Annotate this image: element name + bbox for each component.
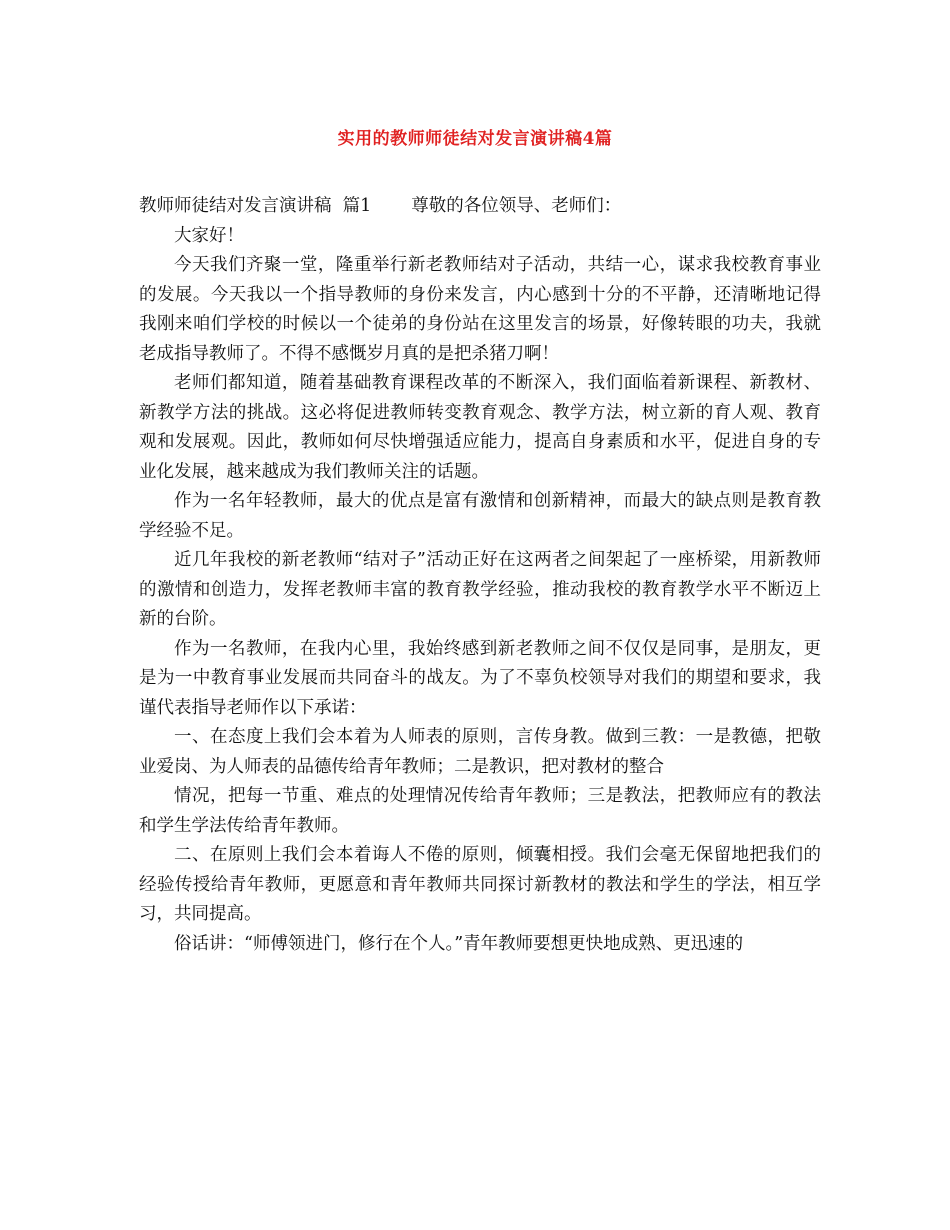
paragraph: 作为一名教师，在我内心里，我始终感到新老教师之间不仅仅是同事，是朋友，更是为一中教育事业发展而共同奋斗的战友。为了不辜负校领导对我们的期望和要求，我谨代表指导老师作以下承诺： (139, 638, 821, 718)
paragraph: 一、在态度上我们会本着为人师表的原则，言传身教。做到三教：一是教德，把敬业爱岗、为人师表的品德传给青年教师；二是教识，把对教材的整合 (139, 727, 821, 777)
paragraph: 二、在原则上我们会本着诲人不倦的原则，倾囊相授。我们会毫无保留地把我们的经验传授给青年教师，更愿意和青年教师共同探讨新教材的教法和学生的学法，相互学习，共同提高。 (139, 845, 821, 924)
paragraph: 老师们都知道，随着基础教育课程改革的不断深入，我们面临着新课程、新教材、新教学方法的挑战。这必将促进教师转变教育观念、教学方法，树立新的育人观、教育观和发展观。因此，教师如何尽快增强适应能力，提高自身素质和水平，促进自身的专业化发展，越来越成为我们教师关注的话题。 (139, 373, 821, 482)
paragraph: 情况，把每一节重、难点的处理情况传给青年教师；三是教法，把教师应有的教法和学生学法传给青年教师。 (139, 786, 821, 836)
document-body (139, 192, 821, 959)
paragraph: 近几年我校的新老教师“结对子”活动正好在这两者之间架起了一座桥梁，用新教师的激情和创造力，发挥老教师丰富的教育教学经验，推动我校的教育教学水平不断迈上新的台阶。 (139, 550, 821, 629)
salutation: 尊敬的各位领导、老师们： (411, 196, 622, 216)
paragraph: 作为一名年轻教师，最大的优点是富有激情和创新精神，而最大的缺点则是教育教学经验不足。 (139, 491, 821, 541)
section-label: 教师师徒结对发言演讲稿 篇1 (139, 196, 372, 216)
intro-line (139, 192, 821, 222)
paragraph: 俗话讲：“师傅领进门，修行在个人。”青年教师要想更快地成熟、更迅速的 (174, 933, 744, 954)
paragraph: 今天我们齐聚一堂，隆重举行新老教师结对子活动，共结一心，谋求我校教育事业的发展。今天我以一个指导教师的身份来发言，内心感到十分的不平静，还清晰地记得我刚来咱们学校的时候以一个徒弟的身份站在这里发言的场景，好像转眼的功夫，我就老成指导教师了。不得不感慨岁月真的是把杀猪刀啊！ (139, 255, 821, 364)
document-title: 实用的教师师徒结对发言演讲稿4篇 (337, 129, 613, 149)
paragraph-greeting: 大家好！ (174, 225, 244, 246)
